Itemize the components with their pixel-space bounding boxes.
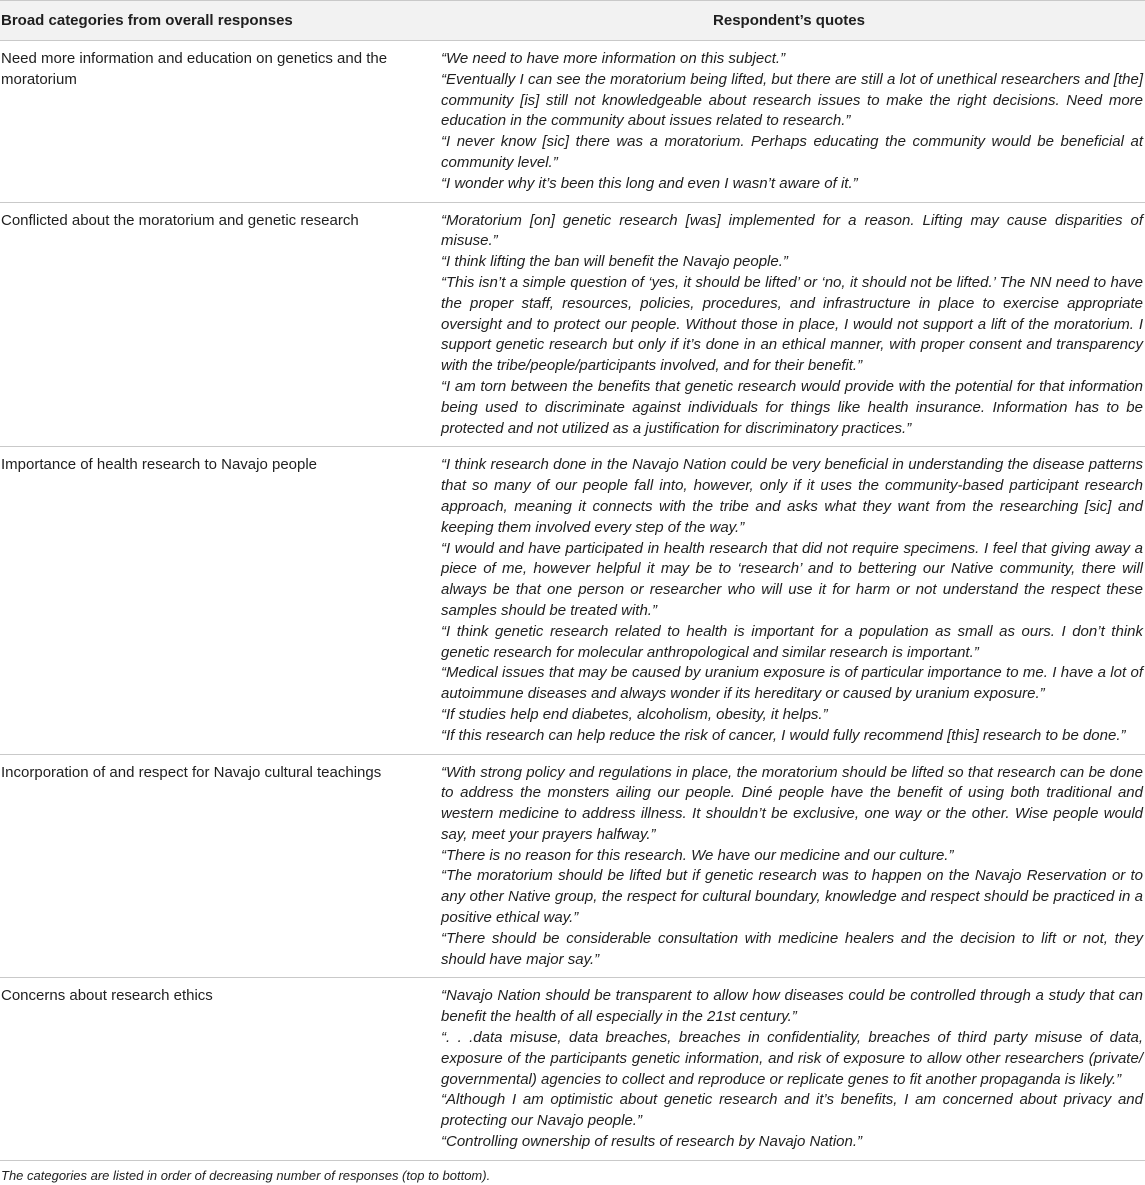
respondent-quote: “If this research can help reduce the risk of cancer, I would fully recommend [this] research to be done.” <box>441 726 1126 744</box>
respondent-quote: “There is no reason for this research. We have our medicine and our culture.” <box>441 846 954 864</box>
quotes-cell <box>433 202 1145 447</box>
table-row <box>0 447 1145 754</box>
respondent-quote: “Navajo Nation should be transparent to allow how diseases could be controlled through a study that can benefit the health of all especially in the 21st century.” <box>441 987 1143 1026</box>
category-cell: Incorporation of and respect for Navajo cultural teachings <box>0 754 433 978</box>
header-row <box>0 1 1145 41</box>
respondent-quote: “Moratorium [on] genetic research [was] implemented for a reason. Lifting may cause disparities of misuse.” <box>441 211 1143 250</box>
quotes-cell <box>433 978 1145 1160</box>
table-row <box>0 978 1145 1160</box>
category-cell: Concerns about research ethics <box>0 978 433 1160</box>
header-quotes: Respondent’s quotes <box>433 1 1145 41</box>
table-row <box>0 41 1145 203</box>
category-cell: Conflicted about the moratorium and genetic research <box>0 202 433 447</box>
respondent-quote: “We need to have more information on this subject.” <box>441 50 786 67</box>
respondent-quote: “Eventually I can see the moratorium being lifted, but there are still a lot of unethical researchers and [the] community [is] still not knowledgeable about research issues to make the right decisions. Need more education in the community about issues related to research.” <box>441 70 1143 130</box>
quotes-cell <box>433 447 1145 754</box>
respondent-quote: “I wonder why it’s been this long and even I wasn’t aware of it.” <box>441 174 858 192</box>
respondent-quote: “This isn’t a simple question of ‘yes, it should be lifted’ or ‘no, it should not be lifted.’ The NN need to have the proper staff, resources, policies, procedures, and infrastructure in place to exercise appropriate oversight and to protect our people. Without those in place, I would not support a lift of the moratorium. I support genetic research but only if it’s done in an ethical manner, with proper consent and transparency with the tribe/people/participants involved, and for their benefit.” <box>441 273 1143 375</box>
respondent-quote: “There should be considerable consultation with medicine healers and the decision to lift or not, they should have major say.” <box>441 929 1143 968</box>
respondent-quote: “The moratorium should be lifted but if genetic research was to happen on the Navajo Reservation or to any other Native group, the respect for cultural boundary, knowledge and respect should be practiced in a positive ethical way.” <box>441 867 1143 927</box>
respondent-quote: “I never know [sic] there was a moratorium. Perhaps educating the community would be beneficial at community level.” <box>441 133 1143 171</box>
respondent-quote: “With strong policy and regulations in place, the moratorium should be lifted so that research can be done to address the monsters ailing our people. Diné people have the benefit of using both traditional and western medicine to address illness. It shouldn’t be exclusive, one way or the other. Wise people would say, meet your prayers halfway.” <box>441 763 1143 843</box>
respondent-quote: “Although I am optimistic about genetic research and it’s benefits, I am concerned about privacy and protecting our Navajo people.” <box>441 1091 1143 1130</box>
respondent-quote: “. . .data misuse, data breaches, breaches in confidentiality, breaches of third party misuse of data, exposure of the participants genetic information, and risk of exposure to allow other researchers (private/ governmental) agencies to collect and reproduce or replicate genes to fit another propaganda is likely.” <box>441 1029 1143 1088</box>
table-body <box>0 41 1145 1161</box>
category-cell: Importance of health research to Navajo people <box>0 447 433 754</box>
respondent-quote: “I think genetic research related to health is important for a population as small as ours. I don’t think genetic research for molecular anthropological and similar research is important.” <box>441 622 1143 661</box>
quotes-cell <box>433 754 1145 978</box>
table-row <box>0 754 1145 978</box>
header-categories: Broad categories from overall responses <box>0 1 433 41</box>
quotes-cell <box>433 41 1145 203</box>
table-row <box>0 202 1145 447</box>
respondent-quote: “Controlling ownership of results of research by Navajo Nation.” <box>441 1133 863 1151</box>
respondent-quote: “I think lifting the ban will benefit the Navajo people.” <box>441 253 788 271</box>
respondent-quote: “Medical issues that may be caused by uranium exposure is of particular importance to me. I have a lot of autoimmune diseases and always wonder if its hereditary or caused by uranium exposure.” <box>441 664 1143 703</box>
table-footnote: The categories are listed in order of decreasing number of responses (top to bottom). <box>1 1167 491 1183</box>
respondent-quote: “If studies help end diabetes, alcoholism, obesity, it helps.” <box>441 705 828 723</box>
respondent-quote: “I think research done in the Navajo Nation could be very beneficial in understanding the disease patterns that so many of our people fall into, however, only if it uses the community-based participant research approach, meaning it connects with the tribe and asks what they want from the researching [sic] and keeping them involved every step of the way.” <box>441 456 1143 536</box>
table-header <box>0 1 1145 41</box>
respondent-quote: “I am torn between the benefits that genetic research would provide with the potential for that information being used to discriminate against individuals for things like health insurance. Information has to be protected and not utilized as a justification for discriminatory practices.” <box>441 377 1143 437</box>
category-cell: Need more information and education on genetics and the moratorium <box>0 41 433 203</box>
respondent-quote: “I would and have participated in health research that did not require specimens. I feel that giving away a piece of me, however helpful it may be to ‘research’ and to bettering our Native community, there will always be that one person or researcher who will use it for harm or not understand the respect these samples should be treated with.” <box>441 539 1143 619</box>
